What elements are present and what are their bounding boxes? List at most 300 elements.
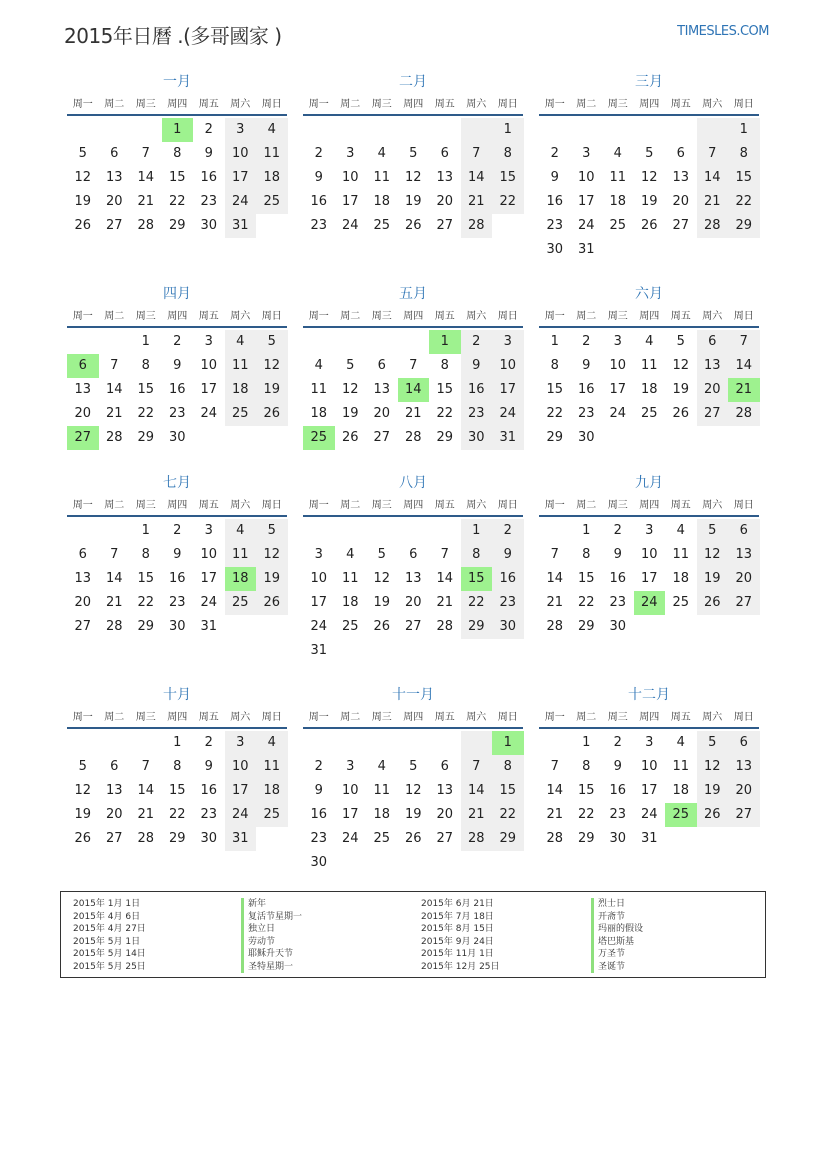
- day-cell: 23: [310, 831, 328, 846]
- day-cell: 5: [78, 146, 87, 161]
- day-cell: 24: [577, 218, 595, 233]
- weekday-label: 周四: [403, 311, 424, 322]
- day-cell: 11: [225, 543, 257, 567]
- day-cell: 10: [200, 358, 218, 373]
- weekday-label: 周五: [198, 712, 219, 723]
- day-cell: 26: [672, 406, 690, 421]
- empty-cell: [99, 330, 131, 354]
- day-cell: 24: [225, 803, 257, 827]
- holiday-day-cell: 1: [162, 118, 194, 142]
- empty-cell: [398, 731, 430, 755]
- day-cell: 22: [728, 190, 760, 214]
- day-cell: 30: [168, 430, 186, 445]
- day-cell: 7: [461, 755, 493, 779]
- month-name: 十二月: [628, 687, 670, 703]
- day-cell: 17: [200, 382, 218, 397]
- day-cell: 24: [225, 190, 257, 214]
- day-cell: 4: [676, 735, 685, 750]
- empty-cell: [303, 330, 335, 354]
- day-cell: 7: [141, 146, 150, 161]
- day-cell: 11: [373, 783, 391, 798]
- weekday-label: 周三: [607, 500, 628, 511]
- day-cell: 11: [609, 170, 627, 185]
- day-cell: 11: [672, 547, 690, 562]
- weekday-label: 周二: [340, 712, 361, 723]
- weekday-label: 周日: [497, 311, 518, 322]
- day-cell: 31: [640, 831, 658, 846]
- weekday-label: 周日: [497, 99, 518, 110]
- weekday-label: 周五: [670, 500, 691, 511]
- day-cell: 2: [314, 146, 323, 161]
- weekday-label: 周六: [702, 311, 723, 322]
- day-cell: 19: [697, 567, 729, 591]
- weekday-label: 周六: [466, 311, 487, 322]
- weekday-label: 周三: [371, 712, 392, 723]
- day-cell: 31: [200, 619, 218, 634]
- weekday-label: 周四: [167, 99, 188, 110]
- weekday-label: 周五: [434, 500, 455, 511]
- day-cell: 25: [341, 619, 359, 634]
- day-cell: 2: [492, 519, 524, 543]
- day-cell: 4: [314, 358, 323, 373]
- empty-cell: [539, 519, 571, 543]
- day-cell: 4: [225, 330, 257, 354]
- day-cell: 8: [173, 759, 182, 774]
- day-cell: 4: [346, 547, 355, 562]
- day-cell: 26: [640, 218, 658, 233]
- day-cell: 26: [373, 619, 391, 634]
- weekday-label: 周一: [544, 311, 565, 322]
- day-cell: 11: [672, 759, 690, 774]
- day-cell: 20: [105, 194, 123, 209]
- day-cell: 28: [461, 214, 493, 238]
- weekday-label: 周二: [104, 712, 125, 723]
- day-cell: 28: [461, 827, 493, 851]
- empty-cell: [366, 118, 398, 142]
- weekday-label: 周二: [576, 500, 597, 511]
- day-cell: 4: [613, 146, 622, 161]
- weekday-header: [67, 308, 287, 328]
- day-cell: 3: [225, 731, 257, 755]
- day-cell: 23: [461, 402, 493, 426]
- site-link[interactable]: TIMESLES.COM: [677, 24, 769, 39]
- weekday-label: 周三: [607, 311, 628, 322]
- day-cell: 8: [141, 547, 150, 562]
- holiday-name: 玛丽的假设: [591, 923, 643, 936]
- weekday-label: 周日: [733, 500, 754, 511]
- weekday-label: 周六: [230, 712, 251, 723]
- day-cell: 4: [225, 519, 257, 543]
- day-cell: 26: [256, 591, 288, 615]
- weekday-label: 周三: [607, 99, 628, 110]
- holiday-day-cell: 14: [398, 378, 430, 402]
- holiday-day-cell: 18: [225, 567, 257, 591]
- day-cell: 1: [582, 523, 591, 538]
- day-cell: 21: [697, 190, 729, 214]
- day-cell: 17: [200, 571, 218, 586]
- empty-cell: [67, 519, 99, 543]
- month-9: [539, 473, 759, 639]
- day-cell: 30: [577, 430, 595, 445]
- day-cell: 26: [74, 831, 92, 846]
- holiday-day-cell: 21: [728, 378, 760, 402]
- day-cell: 15: [137, 382, 155, 397]
- day-cell: 26: [404, 218, 422, 233]
- day-cell: 17: [577, 194, 595, 209]
- empty-cell: [335, 519, 367, 543]
- holiday-date: 2015年 5月 25日: [73, 961, 146, 972]
- day-cell: 27: [74, 619, 92, 634]
- holiday-dates-right: [421, 898, 500, 973]
- empty-cell: [130, 731, 162, 755]
- day-cell: 14: [137, 783, 155, 798]
- month-7: [67, 473, 287, 639]
- weekday-label: 周二: [340, 99, 361, 110]
- holiday-day-cell: 15: [461, 567, 493, 591]
- month-3: [539, 72, 759, 262]
- day-cell: 9: [314, 783, 323, 798]
- day-cell: 3: [346, 146, 355, 161]
- day-cell: 12: [256, 354, 288, 378]
- empty-cell: [461, 118, 493, 142]
- weekday-label: 周五: [670, 99, 691, 110]
- day-cell: 9: [461, 354, 493, 378]
- weekday-label: 周六: [230, 311, 251, 322]
- weekday-label: 周四: [639, 500, 660, 511]
- holiday-day-cell: 27: [67, 426, 99, 450]
- day-cell: 8: [492, 755, 524, 779]
- day-cell: 12: [697, 543, 729, 567]
- day-cell: 28: [105, 430, 123, 445]
- weekday-label: 周五: [198, 500, 219, 511]
- day-cell: 22: [168, 807, 186, 822]
- month-4: [67, 284, 287, 450]
- weekday-label: 周一: [544, 712, 565, 723]
- weekday-header: [303, 709, 523, 729]
- day-cell: 20: [74, 595, 92, 610]
- day-cell: 15: [728, 166, 760, 190]
- month-8: [303, 473, 523, 663]
- day-cell: 7: [141, 759, 150, 774]
- day-cell: 8: [582, 759, 591, 774]
- day-cell: 14: [105, 571, 123, 586]
- day-cell: 19: [256, 567, 288, 591]
- day-cell: 27: [436, 831, 454, 846]
- weekday-label: 周一: [72, 500, 93, 511]
- day-cell: 17: [492, 378, 524, 402]
- empty-cell: [539, 118, 571, 142]
- day-cell: 11: [341, 571, 359, 586]
- day-cell: 3: [225, 118, 257, 142]
- weekday-label: 周五: [198, 311, 219, 322]
- day-cell: 27: [373, 430, 391, 445]
- day-cell: 13: [105, 783, 123, 798]
- day-cell: 12: [404, 170, 422, 185]
- day-cell: 17: [640, 571, 658, 586]
- day-cell: 18: [640, 382, 658, 397]
- empty-cell: [335, 330, 367, 354]
- weekday-label: 周六: [230, 500, 251, 511]
- day-cell: 15: [168, 170, 186, 185]
- holiday-day-cell: 1: [492, 731, 524, 755]
- day-cell: 8: [173, 146, 182, 161]
- holiday-dates-left: [73, 898, 146, 973]
- day-cell: 7: [697, 142, 729, 166]
- day-cell: 10: [341, 170, 359, 185]
- day-cell: 6: [409, 547, 418, 562]
- weekday-label: 周三: [371, 99, 392, 110]
- day-cell: 15: [436, 382, 454, 397]
- weekday-label: 周二: [104, 311, 125, 322]
- day-cell: 5: [377, 547, 386, 562]
- day-cell: 2: [173, 334, 182, 349]
- holiday-name: 劳动节: [241, 936, 302, 949]
- day-grid: [67, 330, 287, 450]
- empty-cell: [366, 519, 398, 543]
- day-cell: 14: [546, 571, 564, 586]
- day-cell: 6: [110, 759, 119, 774]
- day-cell: 8: [461, 543, 493, 567]
- day-cell: 24: [341, 831, 359, 846]
- holiday-name: 耶稣升天节: [241, 948, 302, 961]
- empty-cell: [398, 118, 430, 142]
- day-cell: 20: [74, 406, 92, 421]
- day-cell: 11: [640, 358, 658, 373]
- weekday-label: 周一: [72, 99, 93, 110]
- weekday-label: 周六: [466, 500, 487, 511]
- weekday-label: 周五: [670, 311, 691, 322]
- weekday-label: 周四: [639, 311, 660, 322]
- holiday-list: [60, 891, 766, 978]
- day-cell: 31: [225, 214, 257, 238]
- day-cell: 9: [204, 146, 213, 161]
- day-cell: 18: [672, 571, 690, 586]
- holiday-day-cell: 1: [429, 330, 461, 354]
- day-cell: 9: [314, 170, 323, 185]
- day-cell: 29: [137, 619, 155, 634]
- day-grid: [539, 731, 759, 851]
- day-cell: 26: [697, 803, 729, 827]
- day-cell: 24: [609, 406, 627, 421]
- day-cell: 18: [373, 807, 391, 822]
- weekday-header: [67, 96, 287, 116]
- day-cell: 17: [310, 595, 328, 610]
- empty-cell: [67, 118, 99, 142]
- day-cell: 29: [728, 214, 760, 238]
- day-cell: 15: [168, 783, 186, 798]
- day-cell: 31: [492, 426, 524, 450]
- weekday-label: 周日: [733, 311, 754, 322]
- empty-cell: [539, 731, 571, 755]
- day-cell: 12: [404, 783, 422, 798]
- day-cell: 26: [404, 831, 422, 846]
- day-cell: 25: [256, 190, 288, 214]
- weekday-label: 周日: [733, 712, 754, 723]
- empty-cell: [99, 118, 131, 142]
- day-cell: 22: [137, 406, 155, 421]
- day-cell: 7: [409, 358, 418, 373]
- day-cell: 21: [546, 595, 564, 610]
- day-grid: [303, 118, 523, 238]
- day-cell: 22: [492, 803, 524, 827]
- day-cell: 22: [137, 595, 155, 610]
- weekday-label: 周二: [340, 500, 361, 511]
- weekday-label: 周日: [497, 712, 518, 723]
- month-name: 二月: [399, 74, 427, 90]
- weekday-label: 周五: [670, 712, 691, 723]
- day-cell: 10: [492, 354, 524, 378]
- weekday-label: 周二: [576, 99, 597, 110]
- empty-cell: [398, 519, 430, 543]
- day-cell: 16: [168, 571, 186, 586]
- month-name: 四月: [163, 286, 191, 302]
- day-cell: 23: [200, 807, 218, 822]
- day-cell: 28: [697, 214, 729, 238]
- empty-cell: [303, 519, 335, 543]
- day-cell: 27: [728, 591, 760, 615]
- day-cell: 10: [577, 170, 595, 185]
- day-cell: 10: [640, 547, 658, 562]
- day-cell: 11: [256, 755, 288, 779]
- day-cell: 18: [310, 406, 328, 421]
- weekday-label: 周四: [403, 712, 424, 723]
- day-cell: 10: [200, 547, 218, 562]
- month-name: 十月: [163, 687, 191, 703]
- holiday-date: 2015年 11月 1日: [421, 949, 494, 959]
- day-cell: 3: [346, 759, 355, 774]
- day-cell: 10: [341, 783, 359, 798]
- holiday-day-cell: 25: [303, 426, 335, 450]
- day-cell: 13: [105, 170, 123, 185]
- weekday-header: [303, 96, 523, 116]
- month-12: [539, 685, 759, 851]
- day-cell: 21: [137, 807, 155, 822]
- day-cell: 6: [697, 330, 729, 354]
- day-cell: 21: [436, 595, 454, 610]
- empty-cell: [398, 330, 430, 354]
- day-cell: 10: [310, 571, 328, 586]
- weekday-label: 周一: [72, 712, 93, 723]
- day-cell: 20: [436, 194, 454, 209]
- day-cell: 16: [200, 783, 218, 798]
- day-cell: 8: [550, 358, 559, 373]
- weekday-header: [539, 96, 759, 116]
- weekday-label: 周三: [607, 712, 628, 723]
- weekday-label: 周六: [702, 712, 723, 723]
- weekday-label: 周二: [104, 99, 125, 110]
- day-cell: 21: [137, 194, 155, 209]
- day-cell: 9: [550, 170, 559, 185]
- day-cell: 31: [225, 827, 257, 851]
- day-cell: 29: [168, 218, 186, 233]
- day-cell: 10: [609, 358, 627, 373]
- day-cell: 30: [546, 242, 564, 257]
- month-5: [303, 284, 523, 450]
- month-name: 八月: [399, 475, 427, 491]
- holiday-name: 塔巴斯基: [591, 936, 643, 949]
- weekday-label: 周二: [576, 712, 597, 723]
- holiday-name: 烈士日: [591, 898, 643, 911]
- holiday-date: 2015年 6月 21日: [421, 899, 494, 909]
- day-cell: 11: [310, 382, 328, 397]
- day-cell: 2: [582, 334, 591, 349]
- day-cell: 13: [74, 382, 92, 397]
- day-cell: 2: [314, 759, 323, 774]
- weekday-label: 周日: [261, 99, 282, 110]
- day-cell: 19: [404, 807, 422, 822]
- empty-cell: [99, 731, 131, 755]
- day-cell: 10: [225, 755, 257, 779]
- day-cell: 1: [492, 118, 524, 142]
- day-cell: 19: [404, 194, 422, 209]
- day-cell: 27: [105, 831, 123, 846]
- day-cell: 15: [546, 382, 564, 397]
- day-cell: 28: [105, 619, 123, 634]
- day-cell: 4: [377, 759, 386, 774]
- day-cell: 8: [492, 142, 524, 166]
- day-grid: [67, 731, 287, 851]
- day-cell: 18: [256, 779, 288, 803]
- holiday-names-left: [241, 898, 302, 973]
- day-cell: 22: [577, 807, 595, 822]
- weekday-header: [67, 497, 287, 517]
- day-cell: 19: [373, 595, 391, 610]
- day-cell: 27: [672, 218, 690, 233]
- day-cell: 2: [613, 735, 622, 750]
- day-cell: 2: [461, 330, 493, 354]
- day-cell: 23: [168, 406, 186, 421]
- day-cell: 5: [697, 731, 729, 755]
- day-cell: 5: [409, 759, 418, 774]
- day-cell: 16: [546, 194, 564, 209]
- day-cell: 20: [728, 779, 760, 803]
- weekday-label: 周六: [466, 99, 487, 110]
- day-cell: 30: [492, 615, 524, 639]
- day-cell: 26: [256, 402, 288, 426]
- holiday-date: 2015年 1月 1日: [73, 899, 141, 909]
- holiday-date: 2015年 5月 14日: [73, 949, 146, 959]
- day-cell: 25: [672, 595, 690, 610]
- weekday-label: 周六: [230, 99, 251, 110]
- weekday-label: 周三: [135, 712, 156, 723]
- day-cell: 6: [728, 519, 760, 543]
- day-cell: 13: [74, 571, 92, 586]
- day-cell: 14: [436, 571, 454, 586]
- day-cell: 2: [550, 146, 559, 161]
- empty-cell: [130, 118, 162, 142]
- month-name: 七月: [163, 475, 191, 491]
- weekday-label: 周一: [544, 500, 565, 511]
- day-cell: 7: [440, 547, 449, 562]
- day-cell: 23: [577, 406, 595, 421]
- holiday-day-cell: 6: [67, 354, 99, 378]
- day-cell: 19: [341, 406, 359, 421]
- day-cell: 6: [440, 146, 449, 161]
- day-cell: 30: [200, 218, 218, 233]
- day-cell: 16: [492, 567, 524, 591]
- holiday-name: 新年: [241, 898, 302, 911]
- day-cell: 14: [728, 354, 760, 378]
- day-cell: 6: [110, 146, 119, 161]
- day-cell: 27: [697, 402, 729, 426]
- month-name: 十一月: [392, 687, 434, 703]
- day-cell: 29: [168, 831, 186, 846]
- weekday-label: 周三: [135, 311, 156, 322]
- day-cell: 12: [672, 358, 690, 373]
- day-cell: 9: [582, 358, 591, 373]
- day-cell: 30: [168, 619, 186, 634]
- day-cell: 5: [409, 146, 418, 161]
